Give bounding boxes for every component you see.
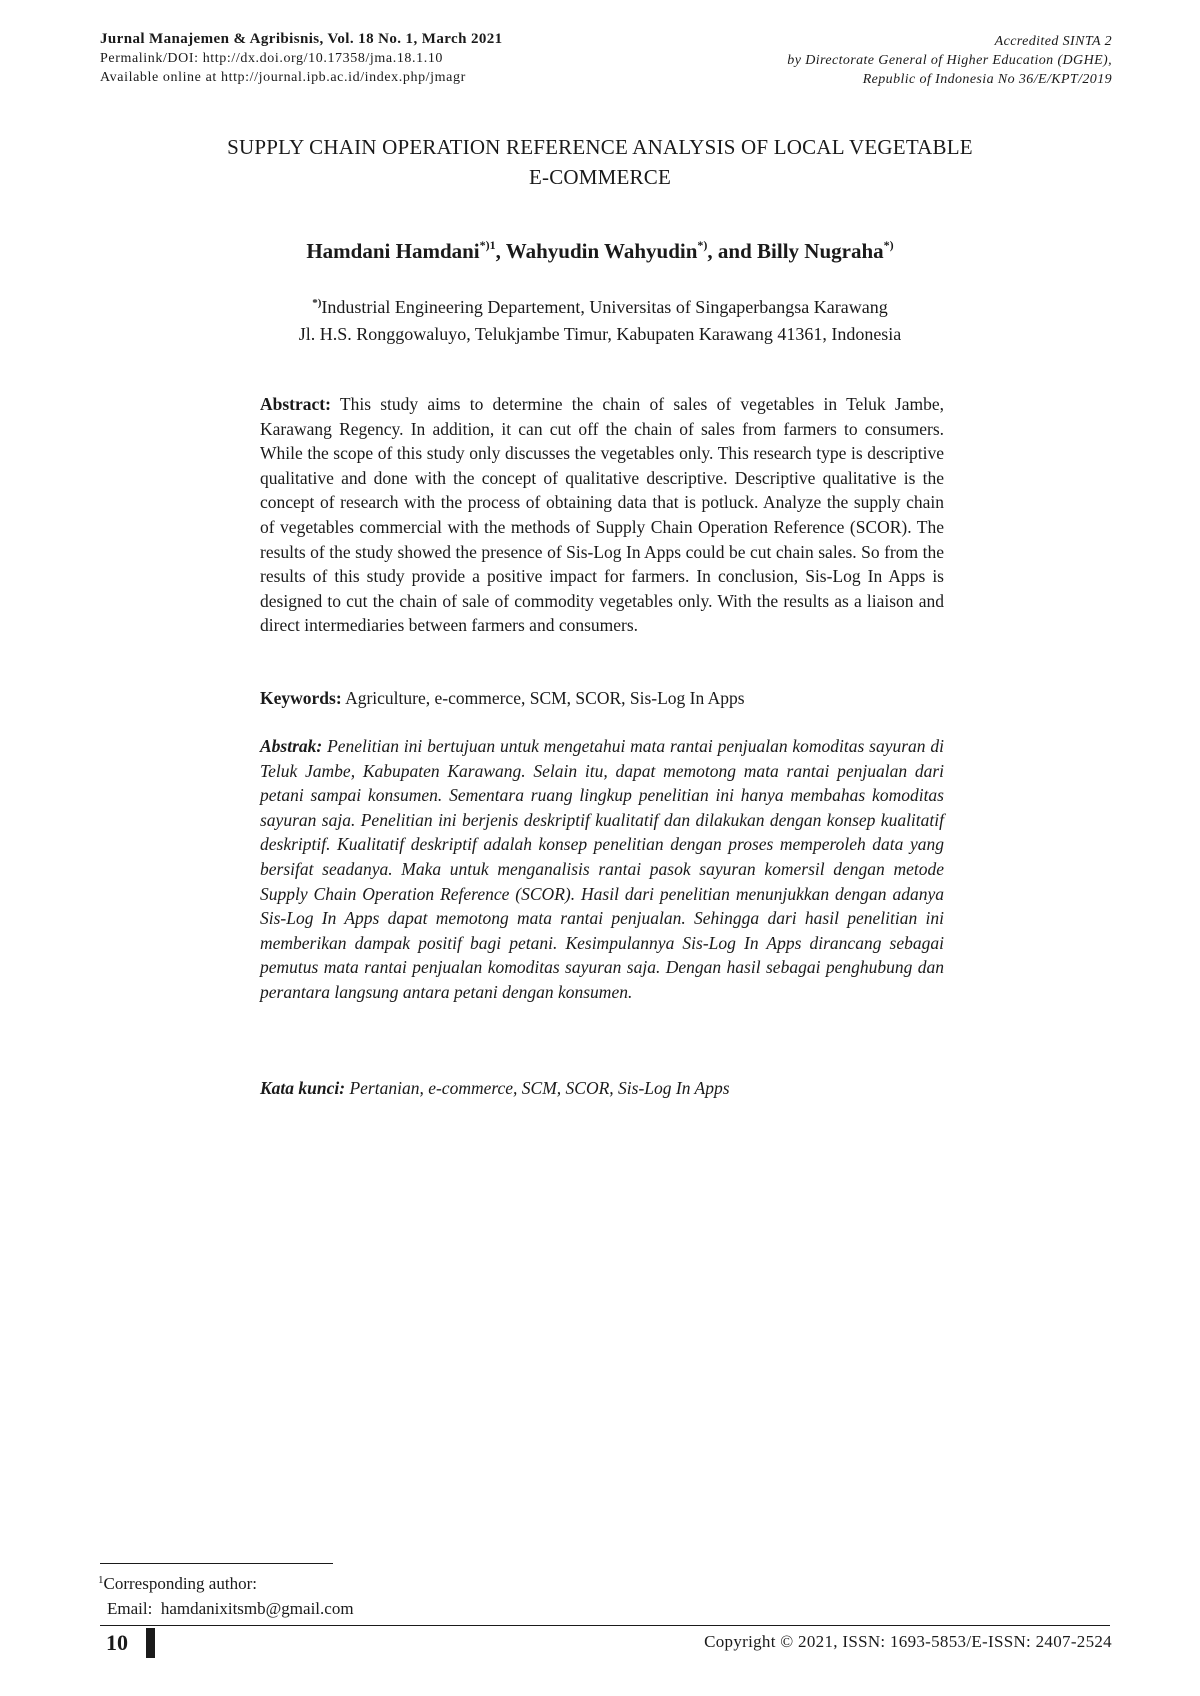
- author-separator: ,: [495, 239, 506, 263]
- copyright: Copyright © 2021, ISSN: 1693-5853/E-ISSN: 2407-2524: [704, 1632, 1112, 1651]
- author-list: [100, 238, 1100, 264]
- kata-kunci-text: Pertanian, e-commerce, SCM, SCOR, Sis-Log In Apps: [349, 1078, 730, 1098]
- keywords-label: Keywords:: [260, 688, 342, 708]
- title-line-1: SUPPLY CHAIN OPERATION REFERENCE ANALYSIS OF LOCAL VEGETABLE: [227, 135, 973, 159]
- page-number-bar: [146, 1628, 155, 1658]
- email-label: Email:: [107, 1599, 153, 1618]
- footnote: [98, 1568, 354, 1621]
- footnote-divider: [100, 1563, 333, 1564]
- footnote-text: Corresponding author:: [103, 1574, 257, 1593]
- author-3-mark: *): [883, 238, 894, 252]
- affiliation-line-1: Industrial Engineering Departement, Universitas of Singaperbangsa Karawang: [321, 297, 888, 317]
- journal-header: [100, 30, 503, 87]
- page-number: 10: [106, 1630, 128, 1655]
- author-2: Wahyudin Wahyudin: [505, 239, 698, 263]
- author-3: Billy Nugraha: [757, 239, 884, 263]
- doi-line[interactable]: Permalink/DOI: http://dx.doi.org/10.17358/jma.18.1.10: [100, 51, 444, 66]
- email-address[interactable]: hamdanixitsmb@gmail.com: [160, 1599, 354, 1618]
- affiliation: [100, 290, 1100, 348]
- accreditation-header: [787, 32, 1112, 89]
- footnote-mark: 1: [98, 1574, 104, 1586]
- accreditation-line-2: by Directorate General of Higher Education (DGHE),: [787, 53, 1112, 68]
- author-1-mark: *)1: [479, 238, 496, 252]
- journal-name: Jurnal Manajemen & Agribisnis, Vol. 18 No. 1, March 2021: [100, 31, 503, 47]
- keywords-text: Agriculture, e-commerce, SCM, SCOR, Sis-Log In Apps: [345, 688, 745, 708]
- affiliation-mark: *): [312, 297, 322, 309]
- author-separator: , and: [707, 239, 758, 263]
- keywords: [260, 686, 944, 711]
- online-line[interactable]: Available online at http://journal.ipb.ac.id/index.php/jmagr: [100, 70, 466, 85]
- kata-kunci-label: Kata kunci:: [260, 1078, 346, 1098]
- title-line-2: E-COMMERCE: [528, 165, 671, 189]
- accreditation-line-3: Republic of Indonesia No 36/E/KPT/2019: [862, 72, 1112, 87]
- affiliation-line-2: Jl. H.S. Ronggowaluyo, Telukjambe Timur, Kabupaten Karawang 41361, Indonesia: [298, 324, 902, 344]
- abstrak-text: Penelitian ini bertujuan untuk mengetahui mata rantai penjualan komoditas sayuran di Teluk Jambe, Kabupaten Karawang. Selain itu, dapat memotong mata rantai penjualan dari petani sampai konsumen. Sementara ruang lingkup penelitian ini hanya membahas komoditas sayuran saja. Penelitian ini berjenis deskriptif kualitatif dan dilakukan dengan konsep kualitatif deskriptif. Kualitatif deskriptif adalah konsep penelitian dengan proses memperoleh data yang bersifat seadanya. Maka untuk menganalisis rantai pasok sayuran komersil dengan metode Supply Chain Operation Reference (SCOR). Hasil dari penelitian menunjukkan dengan adanya Sis-Log In Apps dapat memotong mata rantai penjualan. Sehingga dari hasil penelitian ini memberikan dampak positif bagi petani. Kesimpulannya Sis-Log In Apps dirancang sebagai pemutus mata rantai penjualan komoditas sayuran saja. Dengan hasil sebagai penghubung dan perantara langsung antara petani dengan konsumen.: [260, 736, 944, 1002]
- abstract: [260, 392, 944, 638]
- kata-kunci: [260, 1076, 944, 1101]
- abstract-label: Abstract:: [260, 394, 331, 414]
- abstrak: [260, 734, 944, 1005]
- abstrak-label: Abstrak:: [260, 736, 323, 756]
- accreditation-line-1: Accredited SINTA 2: [994, 34, 1112, 49]
- abstract-text: This study aims to determine the chain of sales of vegetables in Teluk Jambe, Karawang Regency. In addition, it can cut off the chain of sales from farmers to consumers. While the scope of this study only discusses the vegetables only. This research type is descriptive qualitative and done with the concept of qualitative descriptive. Descriptive qualitative is the concept of research with the process of obtaining data that is potluck. Analyze the supply chain of vegetables commercial with the methods of Supply Chain Operation Reference (SCOR). The results of the study showed the presence of Sis-Log In Apps could be cut chain sales. So from the results of this study provide a positive impact for farmers. In conclusion, Sis-Log In Apps is designed to cut the chain of sale of commodity vegetables only. With the results as a liaison and direct intermediaries between farmers and consumers.: [260, 394, 944, 636]
- paper-title: [100, 132, 1100, 192]
- footer-divider: [100, 1625, 1110, 1626]
- author-2-mark: *): [697, 238, 708, 252]
- author-1: Hamdani Hamdani: [306, 239, 480, 263]
